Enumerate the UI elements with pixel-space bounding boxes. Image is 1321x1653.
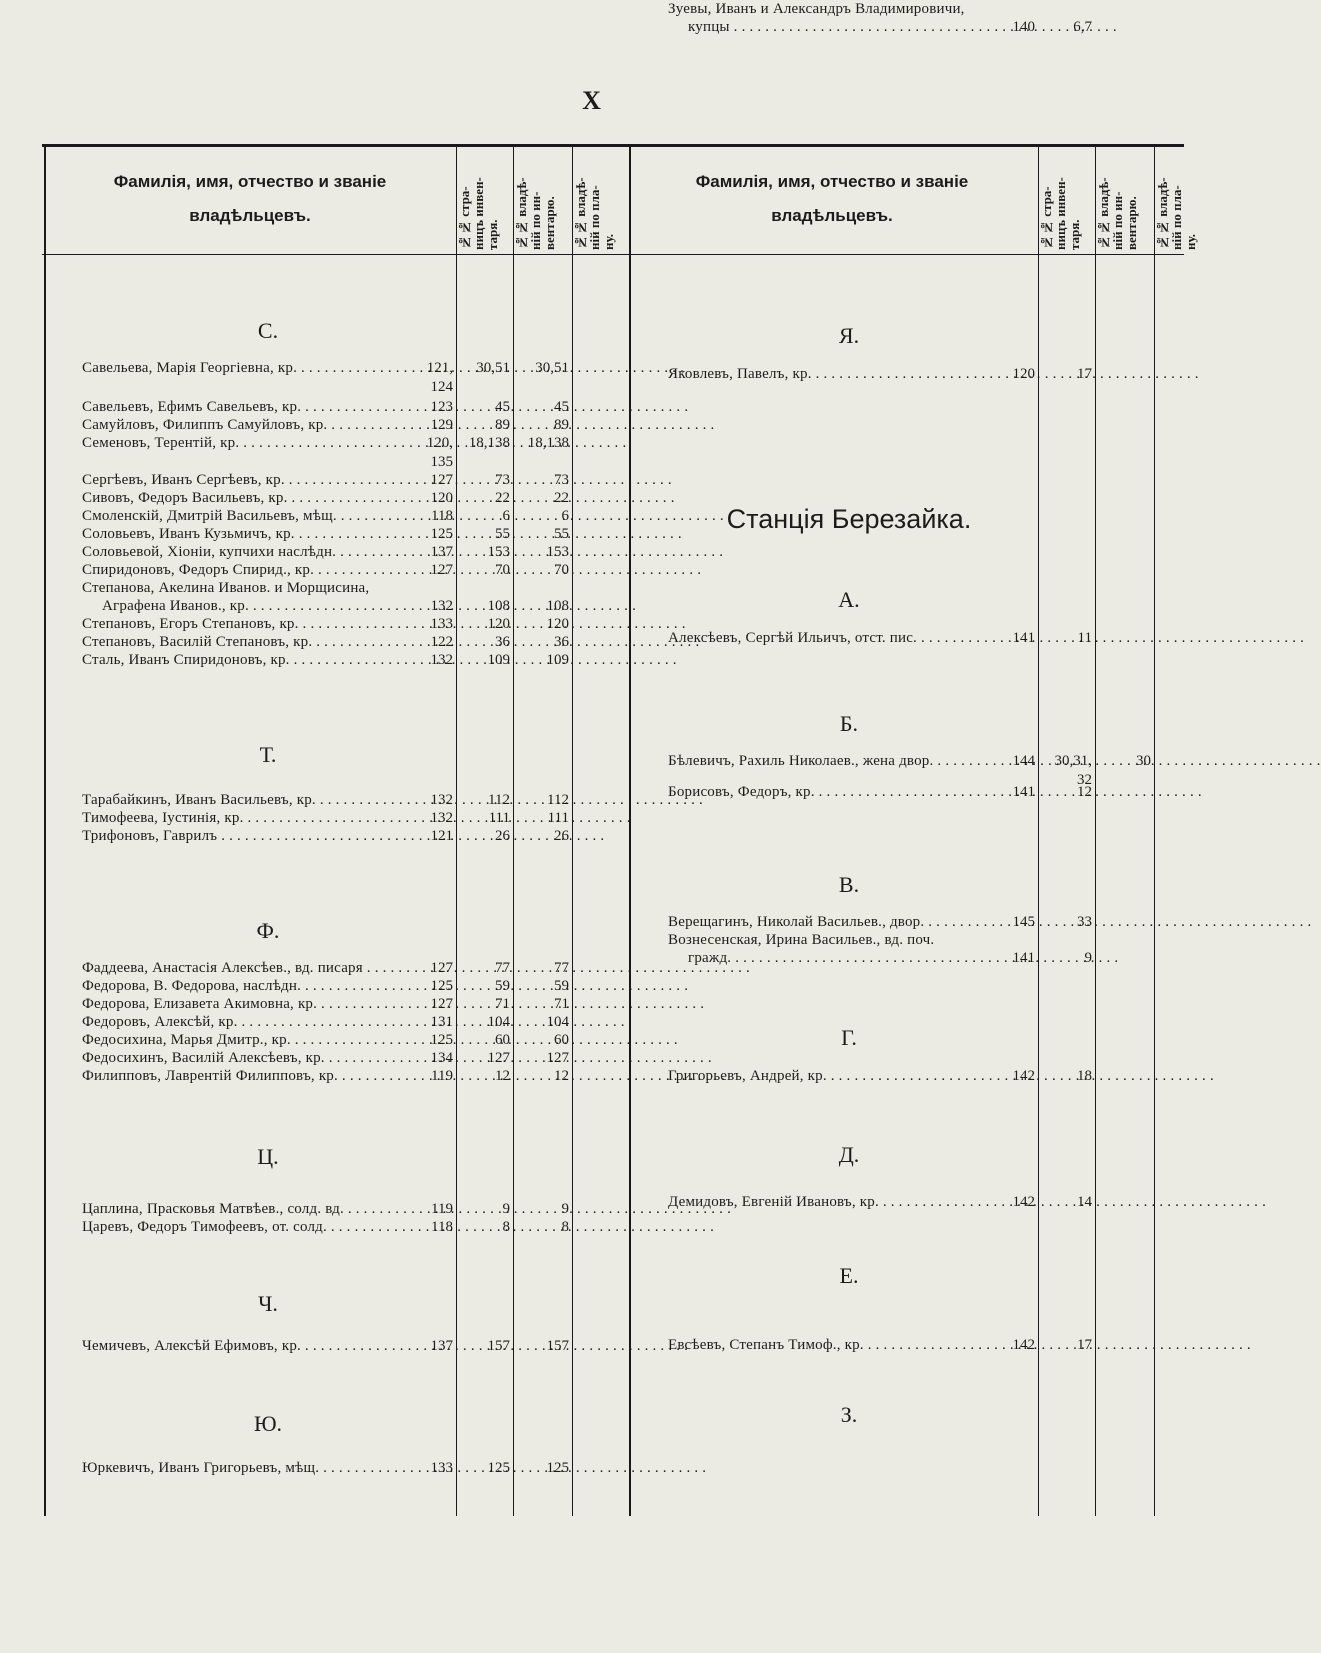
inventory-holding-number: 17	[1077, 1337, 1092, 1353]
section-letter: Ц.	[257, 1144, 279, 1169]
section-letter: С.	[257, 318, 279, 343]
section-letter: Я.	[838, 323, 860, 348]
table-row	[0, 1459, 1184, 1479]
owner-name: Бѣлевичъ, Рахиль Николаев., жена двор. . . .	[668, 752, 1030, 771]
plan-holding-number: 125	[546, 1460, 569, 1476]
inventory-holding-number: 36	[495, 634, 510, 650]
table-row	[0, 995, 1184, 1015]
inventory-page-number: 127	[430, 562, 453, 578]
station-heading: Станція Березайка.	[726, 504, 972, 534]
table-row	[0, 1049, 1184, 1069]
inventory-page-number: 140	[1012, 19, 1035, 35]
inventory-holding-number: 17	[1077, 366, 1092, 382]
inventory-holding-number: 8	[502, 1219, 510, 1235]
plan-holding-number: 109	[546, 652, 569, 668]
header-name-right: Фамилія, имя, отчество и званіе владѣльцевъ.	[695, 172, 969, 225]
inventory-holding-number: 60	[495, 1032, 510, 1048]
section-letter: З.	[840, 1402, 858, 1427]
owner-name: Сталь, Иванъ Спиридоновъ, кр. . . .	[82, 651, 454, 670]
inventory-page-number: 120, 135	[426, 435, 453, 470]
section-letter: Ф.	[256, 918, 280, 943]
owner-name: Верещагинъ, Николай Васильев., двор. . . .	[668, 913, 1030, 932]
plan-holding-number: 77	[554, 960, 569, 976]
inventory-page-number: 129	[430, 417, 453, 433]
inventory-holding-number: 127	[487, 1050, 510, 1066]
owner-name: Смоленскій, Дмитрій Васильевъ, мѣщ. . . .	[82, 507, 454, 526]
inventory-holding-number: 12	[1077, 784, 1092, 800]
inventory-holding-number: 120	[487, 616, 510, 632]
owner-name: Семеновъ, Терентій, кр. . . .	[82, 434, 454, 453]
inventory-holding-number: 9	[1084, 950, 1092, 966]
owner-name: Тарабайкинъ, Иванъ Васильевъ, кр. . . .	[82, 791, 454, 810]
inventory-holding-number: 30,31, 32	[1054, 753, 1092, 788]
table-row	[0, 1218, 1184, 1238]
inventory-page-number: 119	[431, 1201, 453, 1217]
plan-holding-number: 108	[546, 598, 569, 614]
plan-holding-number: 8	[561, 1219, 569, 1235]
owner-name: Яковлевъ, Павелъ, кр. . . .	[668, 365, 1030, 384]
owner-name: Царевъ, Федоръ Тимофеевъ, от. солд. . . .	[82, 1218, 454, 1237]
inventory-page-number: 142	[1012, 1337, 1035, 1353]
owner-name: Борисовъ, Федоръ, кр. . . .	[668, 783, 1030, 802]
owner-name: Григорьевъ, Андрей, кр. . . .	[668, 1067, 1030, 1086]
owner-name: Цаплина, Прасковья Матвѣев., солд. вд. . . .	[82, 1200, 454, 1219]
table-row	[0, 365, 1184, 385]
table-row	[0, 1067, 1184, 1087]
table-row	[0, 434, 1184, 470]
inventory-holding-number: 112	[488, 792, 510, 808]
inventory-page-number: 118	[431, 1219, 453, 1235]
plan-holding-number: 30	[1136, 753, 1151, 769]
inventory-holding-number: 6,7	[1073, 19, 1092, 35]
inventory-page-number: 142	[1012, 1068, 1035, 1084]
inventory-page-number: 119	[431, 1068, 453, 1084]
inventory-holding-number: 109	[487, 652, 510, 668]
owner-name: Вознесенская, Ирина Васильев., вд. поч.	[668, 932, 935, 948]
inventory-holding-number: 14	[1077, 1194, 1092, 1210]
inventory-page-number: 127	[430, 960, 453, 976]
inventory-page-number: 141	[1012, 784, 1035, 800]
inventory-holding-number: 18,138	[468, 435, 510, 451]
owner-name: Соловьевой, Хіоніи, купчихи наслѣдн. . . .	[82, 543, 454, 562]
page-number: X	[582, 86, 602, 115]
owner-name-continued: купцы . . .	[688, 18, 1030, 37]
table-top-rule	[42, 144, 1184, 147]
section-letter: Д.	[838, 1142, 860, 1167]
table-row	[0, 783, 1184, 803]
plan-holding-number: 73	[554, 472, 569, 488]
section-letter: В.	[838, 872, 860, 897]
plan-holding-number: 30,51	[535, 360, 569, 376]
inventory-holding-number: 153	[487, 544, 510, 560]
header-plan-left: №№ владѣ- ній по пла- ну.	[573, 177, 616, 250]
inventory-page-number: 132	[430, 652, 453, 668]
table-row	[0, 416, 1184, 436]
inventory-page-number: 144	[1012, 753, 1035, 769]
inventory-holding-number: 18	[1077, 1068, 1092, 1084]
table-row	[0, 651, 1184, 671]
owner-name: Федорова, Елизавета Акимовна, кр. . . .	[82, 995, 454, 1014]
section-letter: А.	[838, 587, 860, 612]
inventory-page-number: 121, 124	[426, 360, 453, 395]
inventory-holding-number: 11	[1077, 630, 1092, 646]
plan-holding-number: 153	[546, 544, 569, 560]
inventory-page-number: 133	[430, 616, 453, 632]
table-row	[0, 561, 1184, 581]
inventory-holding-number: 108	[487, 598, 510, 614]
inventory-holding-number: 22	[495, 490, 510, 506]
header-name-left: Фамилія, имя, отчество и званіе владѣльцевъ.	[113, 172, 387, 225]
owner-name: Федоровъ, Алексѣй, кр. . . .	[82, 1013, 454, 1032]
table-row	[0, 913, 1184, 933]
plan-holding-number: 127	[546, 1050, 569, 1066]
inventory-holding-number: 26	[495, 828, 510, 844]
inventory-holding-number: 89	[495, 417, 510, 433]
section-letter: Ч.	[258, 1291, 278, 1316]
plan-holding-number: 104	[546, 1014, 569, 1030]
inventory-holding-number: 55	[495, 526, 510, 542]
section-letter: Ю.	[253, 1411, 283, 1436]
inventory-page-number: 132	[430, 598, 453, 614]
inventory-holding-number: 157	[487, 1338, 510, 1354]
owner-name: Тимофеева, Іустинія, кр. . . .	[82, 809, 454, 828]
inventory-page-number: 142	[1012, 1194, 1035, 1210]
section-letter: Б.	[839, 711, 859, 736]
inventory-page-number: 120	[1012, 366, 1035, 382]
inventory-holding-number: 6	[502, 508, 510, 524]
inventory-page-number: 127	[430, 996, 453, 1012]
inventory-holding-number: 9	[502, 1201, 510, 1217]
owner-name: Зуевы, Иванъ и Александръ Владимировичи,	[668, 1, 965, 17]
table-row	[0, 398, 1184, 418]
plan-holding-number: 111	[547, 810, 569, 826]
plan-holding-number: 6	[561, 508, 569, 524]
inventory-page-number: 134	[430, 1050, 453, 1066]
owner-name: Степановъ, Василій Степановъ, кр. . . .	[82, 633, 454, 652]
owner-name: Алексѣевъ, Сергѣй Ильичъ, отст. пис. . . .	[668, 629, 1030, 648]
inventory-page-number: 141	[1012, 630, 1035, 646]
owner-name: Степанова, Акелина Иванов. и Морщисина,	[82, 580, 370, 596]
inventory-page-number: 123	[430, 399, 453, 415]
owner-name: Самуйловъ, Филиппъ Самуйловъ, кр. . . .	[82, 416, 454, 435]
inventory-page-number: 133	[430, 1460, 453, 1476]
inventory-page-number: 131	[430, 1014, 453, 1030]
owner-name: Савельева, Марія Георгіевна, кр. . . .	[82, 359, 454, 378]
header-bottom-rule	[42, 254, 1184, 255]
header-inventory-left: №№ владѣ- ній по ин- вентарю.	[514, 177, 557, 250]
plan-holding-number: 45	[554, 399, 569, 415]
owner-name: Чемичевъ, Алексѣй Ефимовъ, кр. . . .	[82, 1337, 454, 1356]
inventory-holding-number: 70	[495, 562, 510, 578]
plan-holding-number: 59	[554, 978, 569, 994]
plan-holding-number: 55	[554, 526, 569, 542]
inventory-holding-number: 125	[487, 1460, 510, 1476]
table-row	[0, 629, 1184, 649]
table-row	[0, 752, 1184, 788]
table-row	[0, 0, 1184, 35]
plan-holding-number: 120	[546, 616, 569, 632]
inventory-holding-number: 45	[495, 399, 510, 415]
plan-holding-number: 12	[554, 1068, 569, 1084]
owner-name: Трифоновъ, Гаврилъ . . .	[82, 827, 454, 846]
table-row	[0, 931, 1184, 966]
owner-name: Демидовъ, Евгеній Ивановъ, кр. . . .	[668, 1193, 1030, 1212]
inventory-holding-number: 59	[495, 978, 510, 994]
plan-holding-number: 9	[561, 1201, 569, 1217]
inventory-holding-number: 71	[495, 996, 510, 1012]
owner-name-continued: Аграфена Иванов., кр. . . .	[102, 597, 454, 616]
inventory-holding-number: 104	[487, 1014, 510, 1030]
section-letter: Г.	[841, 1025, 857, 1050]
owner-name: Юркевичъ, Иванъ Григорьевъ, мѣщ. . . .	[82, 1459, 454, 1478]
header-pages-left: №№ стра- ницъ инвен- таря.	[457, 177, 500, 250]
inventory-page-number: 125	[430, 526, 453, 542]
inventory-page-number: 132	[430, 792, 453, 808]
owner-name: Савельевъ, Ефимъ Савельевъ, кр. . . .	[82, 398, 454, 417]
owner-name: Соловьевъ, Иванъ Кузьмичъ, кр. . . .	[82, 525, 454, 544]
owner-name: Федосихинъ, Василій Алексѣевъ, кр. . . .	[82, 1049, 454, 1068]
inventory-page-number: 125	[430, 1032, 453, 1048]
inventory-page-number: 145	[1012, 914, 1035, 930]
inventory-page-number: 125	[430, 978, 453, 994]
owner-name: Спиридоновъ, Федоръ Спирид., кр. . . .	[82, 561, 454, 580]
table-row	[0, 827, 1184, 847]
plan-holding-number: 36	[554, 634, 569, 650]
owner-name: Федорова, В. Федорова, наслѣдн. . . .	[82, 977, 454, 996]
inventory-holding-number: 33	[1077, 914, 1092, 930]
inventory-page-number: 137	[430, 1338, 453, 1354]
inventory-holding-number: 12	[495, 1068, 510, 1084]
plan-holding-number: 157	[546, 1338, 569, 1354]
owner-name: Евсѣевъ, Степанъ Тимоф., кр. . . .	[668, 1336, 1030, 1355]
inventory-page-number: 137	[430, 544, 453, 560]
table-row	[0, 471, 1184, 491]
inventory-page-number: 132	[430, 810, 453, 826]
plan-holding-number: 60	[554, 1032, 569, 1048]
plan-holding-number: 89	[554, 417, 569, 433]
header-inventory-right: №№ владѣ- ній по ин- вентарю.	[1096, 177, 1139, 250]
inventory-holding-number: 30,51	[476, 360, 510, 376]
owner-name: Федосихина, Марья Дмитр., кр. . . .	[82, 1031, 454, 1050]
plan-holding-number: 26	[554, 828, 569, 844]
owner-name: Фаддеева, Анастасія Алексѣев., вд. писаря . . .	[82, 959, 454, 978]
inventory-holding-number: 77	[495, 960, 510, 976]
header-pages-right: №№ стра- ницъ инвен- таря.	[1039, 177, 1082, 250]
inventory-page-number: 120	[430, 490, 453, 506]
owner-name: Филипповъ, Лаврентій Филипповъ, кр. . . .	[82, 1067, 454, 1086]
header-plan-right: №№ владѣ- ній по пла- ну.	[1155, 177, 1198, 250]
plan-holding-number: 70	[554, 562, 569, 578]
table-row	[0, 977, 1184, 997]
inventory-page-number: 122	[430, 634, 453, 650]
inventory-page-number: 121	[430, 828, 453, 844]
plan-holding-number: 18,138	[527, 435, 569, 451]
owner-name-continued: гражд. . . .	[688, 949, 1030, 968]
plan-holding-number: 112	[547, 792, 569, 808]
section-letter: Е.	[839, 1263, 859, 1288]
table-row	[0, 1193, 1184, 1213]
inventory-holding-number: 73	[495, 472, 510, 488]
inventory-holding-number: 111	[488, 810, 510, 826]
owner-name: Сивовъ, Федоръ Васильевъ, кр. . . .	[82, 489, 454, 508]
inventory-page-number: 118	[431, 508, 453, 524]
owner-name: Степановъ, Егоръ Степановъ, кр. . . .	[82, 615, 454, 634]
inventory-page-number: 127	[430, 472, 453, 488]
table-row	[0, 809, 1184, 829]
table-row	[0, 543, 1184, 563]
owner-name: Сергѣевъ, Иванъ Сергѣевъ, кр. . . .	[82, 471, 454, 490]
plan-holding-number: 71	[554, 996, 569, 1012]
inventory-page-number: 141	[1012, 950, 1035, 966]
table-row	[0, 1336, 1184, 1356]
section-letter: Т.	[259, 742, 277, 767]
plan-holding-number: 22	[554, 490, 569, 506]
